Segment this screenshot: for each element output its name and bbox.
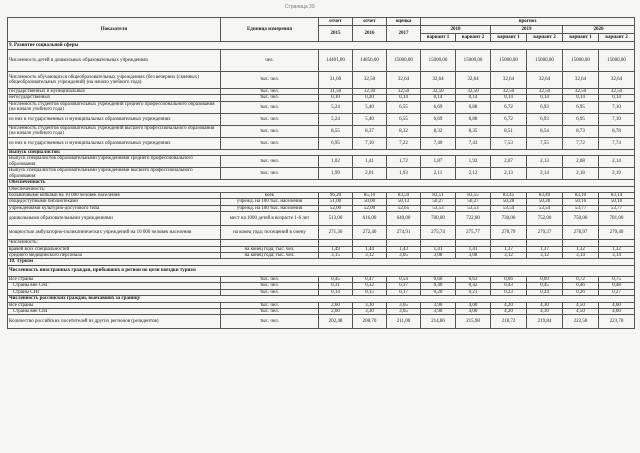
value-cell: 8,35 xyxy=(456,125,491,137)
value-cell: 51,00 xyxy=(319,199,353,205)
unit-cell: чел. xyxy=(221,50,319,72)
indicator-label: учреждениями культурно-досугового типа xyxy=(8,205,221,211)
value-cell: 1,41 xyxy=(456,246,491,252)
value-cell: 0,14 xyxy=(563,95,599,101)
value-cell: 32,50 xyxy=(491,89,527,95)
value-cell: 0,14 xyxy=(527,95,563,101)
header-2019-variant-1: вариант 1 xyxy=(491,34,527,42)
value-cell: 0,42 xyxy=(456,283,491,289)
value-cell: 1,37 xyxy=(527,246,563,252)
value-cell: 4,00 xyxy=(456,302,491,308)
value-cell: 2,08 xyxy=(563,156,599,168)
table-row xyxy=(8,101,635,113)
value-cell: 0,15 xyxy=(353,289,387,295)
value-cell: 752,00 xyxy=(527,212,563,226)
header-year-2019: 2019 xyxy=(491,26,563,34)
value-cell: 8,32 xyxy=(387,125,421,137)
unit-cell: тыс. чел. xyxy=(221,95,319,101)
value-cell: 83,51 xyxy=(421,193,456,199)
indicator-label: Численность студентов образовательных учреждений среднего профессионального образования (на начало учебного года) xyxy=(8,101,221,113)
section-title: 9. Развитие социальной сферы xyxy=(8,42,635,50)
value-cell: 1,87 xyxy=(421,156,456,168)
value-cell: 0,27 xyxy=(599,289,635,295)
value-cell: 52,00 xyxy=(353,205,387,211)
value-cell: 50,16 xyxy=(563,199,599,205)
value-cell: 32,64 xyxy=(527,72,563,89)
value-cell: 8,37 xyxy=(353,125,387,137)
value-cell: 2,01 xyxy=(353,168,387,180)
value-cell: 1,02 xyxy=(319,156,353,168)
header-forecast: прогноз xyxy=(421,18,635,26)
value-cell: 15000,00 xyxy=(599,50,635,72)
value-cell: 0,21 xyxy=(456,289,491,295)
section-title: Выпуск специалистов: xyxy=(8,149,635,155)
value-cell: 32,50 xyxy=(599,89,635,95)
section-title: Численность иностранных граждан, прибывших в регион по цели поездки туризм xyxy=(8,265,635,276)
value-cell: 7,43 xyxy=(456,137,491,149)
value-cell: 0,66 xyxy=(491,276,527,282)
unit-cell: тыс. чел. xyxy=(221,156,319,168)
value-cell: 83,10 xyxy=(563,193,599,199)
value-cell: 5,24 xyxy=(319,101,353,113)
value-cell: 202,48 xyxy=(319,315,353,329)
table-row xyxy=(8,156,635,168)
table-row xyxy=(8,137,635,149)
statistics-table xyxy=(7,17,635,329)
value-cell: 53,53 xyxy=(456,205,491,211)
indicator-label: Численность студентов образовательных учреждений высшего профессионального образования (на начало учебного года) xyxy=(8,125,221,137)
value-cell: 3,30 xyxy=(353,302,387,308)
value-cell: 279,40 xyxy=(599,226,635,240)
unit-cell: тыс. чел. xyxy=(221,276,319,282)
value-cell: 0,32 xyxy=(353,283,387,289)
value-cell: 15000,00 xyxy=(387,50,421,72)
value-cell: 3,05 xyxy=(387,253,421,259)
table-body xyxy=(8,42,635,329)
indicator-label: мощностью амбулаторно-поликлинических учреждений на 10 000 человек населения xyxy=(8,226,221,240)
value-cell: 2,07 xyxy=(491,156,527,168)
value-cell: 7,10 xyxy=(599,101,635,113)
table-row xyxy=(8,113,635,125)
indicator-label: Количество российских посетителей из других регионов (резидентов) xyxy=(8,315,221,329)
value-cell: 7,53 xyxy=(491,137,527,149)
value-cell: 2,13 xyxy=(527,156,563,168)
value-cell: 4,20 xyxy=(491,302,527,308)
header-report-2016: отчет xyxy=(353,18,387,26)
value-cell: 32,50 xyxy=(421,89,456,95)
value-cell: 0,40 xyxy=(421,283,456,289)
value-cell: 50,28 xyxy=(491,199,527,205)
value-cell: 53,77 xyxy=(563,205,599,211)
table-header xyxy=(8,18,635,42)
value-cell: 50,27 xyxy=(421,199,456,205)
indicator-label: негосударственных xyxy=(8,95,221,101)
value-cell: 0,54 xyxy=(387,276,421,282)
indicator-label: среднего медицинского персонала xyxy=(8,253,221,259)
value-cell: 1,49 xyxy=(319,246,353,252)
unit-cell: тыс. чел. xyxy=(221,302,319,308)
value-cell: 7,10 xyxy=(599,113,635,125)
value-cell: 4,60 xyxy=(599,302,635,308)
unit-cell: на конец года; посещений в смену xyxy=(221,226,319,240)
value-cell: 32,64 xyxy=(387,72,421,89)
unit-cell: на конец года; тыс. чел. xyxy=(221,253,319,259)
value-cell: 14401,00 xyxy=(319,50,353,72)
value-cell: 0,63 xyxy=(456,276,491,282)
value-cell: 83,45 xyxy=(491,193,527,199)
value-cell: 1,43 xyxy=(387,246,421,252)
value-cell: 1,72 xyxy=(387,156,421,168)
value-cell: 83,14 xyxy=(599,193,635,199)
value-cell: 6,93 xyxy=(527,113,563,125)
value-cell: 215,98 xyxy=(456,315,491,329)
value-cell: 2,14 xyxy=(599,156,635,168)
value-cell: 0,31 xyxy=(319,283,353,289)
value-cell: 3,15 xyxy=(319,253,353,259)
value-cell: 219,84 xyxy=(527,315,563,329)
value-cell: 83,49 xyxy=(527,193,563,199)
value-cell: 3,14 xyxy=(563,253,599,259)
value-cell: 8,55 xyxy=(319,125,353,137)
header-year-2017: 2017 xyxy=(387,26,421,42)
value-cell: 5,40 xyxy=(353,113,387,125)
value-cell: 2,19 xyxy=(599,168,635,180)
unit-cell: тыс. чел. xyxy=(221,308,319,314)
value-cell: 4,30 xyxy=(527,308,563,314)
value-cell: 640,00 xyxy=(387,212,421,226)
section-row xyxy=(8,265,635,276)
value-cell: 32,64 xyxy=(421,72,456,89)
value-cell: 3,65 xyxy=(387,308,421,314)
value-cell: 3,65 xyxy=(387,302,421,308)
value-cell: 6,88 xyxy=(456,101,491,113)
value-cell: 6,72 xyxy=(491,101,527,113)
value-cell: 279,37 xyxy=(527,226,563,240)
value-cell: 6,93 xyxy=(527,101,563,113)
header-year-2020: 2020 xyxy=(563,26,635,34)
value-cell: 0,20 xyxy=(421,289,456,295)
value-cell: 32,64 xyxy=(491,72,527,89)
value-cell: 7,22 xyxy=(387,137,421,149)
value-cell: 6,72 xyxy=(491,113,527,125)
value-cell: 15000,00 xyxy=(456,50,491,72)
value-cell: 700,00 xyxy=(421,212,456,226)
value-cell: 0,26 xyxy=(563,289,599,295)
value-cell: 4,30 xyxy=(527,302,563,308)
value-cell: 32,50 xyxy=(527,89,563,95)
value-cell: 32,50 xyxy=(387,89,421,95)
indicator-label: больничными койками на 10 000 человек населения xyxy=(8,193,221,199)
indicator-label: Все страны xyxy=(8,276,221,282)
value-cell: 222,58 xyxy=(563,315,599,329)
value-cell: 3,14 xyxy=(599,253,635,259)
value-cell: 31,60 xyxy=(319,72,353,89)
value-cell: 32,50 xyxy=(353,72,387,89)
value-cell: 0,60 xyxy=(421,276,456,282)
header-year-2018: 2018 xyxy=(421,26,491,34)
indicator-label: из них в государственных и муниципальных образовательных учреждениях xyxy=(8,137,221,149)
value-cell: 616,00 xyxy=(353,212,387,226)
value-cell: 52,00 xyxy=(319,205,353,211)
indicator-label: Выпуск специалистов образовательными учреждениями высшего профессионального образования xyxy=(8,168,221,180)
indicator-label: из них в государственных и муниципальных образовательных учреждениях xyxy=(8,113,221,125)
unit-cell: тыс. чел. xyxy=(221,315,319,329)
table-row xyxy=(8,168,635,180)
section-row xyxy=(8,42,635,50)
value-cell: 214,86 xyxy=(421,315,456,329)
value-cell: 0,47 xyxy=(353,276,387,282)
indicator-label: дошкольными образовательными учреждениями xyxy=(8,212,221,226)
value-cell: 2,60 xyxy=(319,308,353,314)
indicator-label: Страны вне СНГ xyxy=(8,308,221,314)
value-cell: 1,99 xyxy=(319,168,353,180)
table-row xyxy=(8,72,635,89)
value-cell: 50,27 xyxy=(456,199,491,205)
value-cell: 7,55 xyxy=(527,137,563,149)
value-cell: 83,59 xyxy=(387,193,421,199)
value-cell: 14856,00 xyxy=(353,50,387,72)
header-indicators: Показатели xyxy=(8,18,221,42)
value-cell: 53,54 xyxy=(491,205,527,211)
value-cell: 513,00 xyxy=(319,212,353,226)
value-cell: 1,92 xyxy=(456,156,491,168)
value-cell: 0,45 xyxy=(527,283,563,289)
section-title: Обеспеченность: xyxy=(8,186,635,192)
value-cell: 2,14 xyxy=(527,168,563,180)
value-cell: 3,12 xyxy=(353,253,387,259)
unit-cell: тыс. чел. xyxy=(221,168,319,180)
value-cell: 50,13 xyxy=(387,199,421,205)
value-cell: 32,64 xyxy=(599,72,635,89)
value-cell: 31,50 xyxy=(319,89,353,95)
value-cell: 2,18 xyxy=(563,168,599,180)
value-cell: 7,40 xyxy=(421,137,456,149)
value-cell: 1,44 xyxy=(353,246,387,252)
value-cell: 4,50 xyxy=(563,302,599,308)
value-cell: 3,08 xyxy=(456,253,491,259)
table-row xyxy=(8,125,635,137)
value-cell: 8,51 xyxy=(491,125,527,137)
unit-cell: учрежд. на 100 тыс. населения xyxy=(221,205,319,211)
value-cell: 2,11 xyxy=(421,168,456,180)
header-estimate: оценка xyxy=(387,18,421,26)
value-cell: 3,12 xyxy=(527,253,563,259)
indicator-label: врачей всех специальностей xyxy=(8,246,221,252)
value-cell: 52,65 xyxy=(387,205,421,211)
value-cell: 32,64 xyxy=(456,72,491,89)
table-row xyxy=(8,315,635,329)
value-cell: 0,10 xyxy=(319,95,353,101)
unit-cell: тыс. чел. xyxy=(221,289,319,295)
value-cell: 2,60 xyxy=(319,302,353,308)
indicator-label: Страны вне СНГ xyxy=(8,283,221,289)
value-cell: 5,40 xyxy=(353,101,387,113)
header-year-2015: 2015 xyxy=(319,26,353,42)
indicator-label: Численность детей в дошкольных образовательных учреждениях xyxy=(8,50,221,72)
value-cell: 50,28 xyxy=(527,199,563,205)
value-cell: 0,48 xyxy=(599,283,635,289)
value-cell: 278,97 xyxy=(563,226,599,240)
value-cell: 2,12 xyxy=(456,168,491,180)
value-cell: 85,10 xyxy=(353,193,387,199)
value-cell: 7,10 xyxy=(353,137,387,149)
value-cell: 8,54 xyxy=(527,125,563,137)
value-cell: 722,00 xyxy=(456,212,491,226)
value-cell: 53,54 xyxy=(527,205,563,211)
value-cell: 50,00 xyxy=(353,199,387,205)
value-cell: 4,60 xyxy=(599,308,635,314)
value-cell: 211,00 xyxy=(387,315,421,329)
indicator-label: Численность: xyxy=(8,240,221,246)
value-cell: 53,53 xyxy=(421,205,456,211)
header-2020-variant-2: вариант 2 xyxy=(599,34,635,42)
value-cell: 0,75 xyxy=(599,276,635,282)
value-cell: 0,17 xyxy=(387,289,421,295)
value-cell: 32,50 xyxy=(456,89,491,95)
value-cell: 275,77 xyxy=(456,226,491,240)
value-cell: 7,74 xyxy=(599,137,635,149)
value-cell: 271,30 xyxy=(319,226,353,240)
value-cell: 6,95 xyxy=(563,101,599,113)
value-cell: 6,95 xyxy=(563,113,599,125)
value-cell: 8,32 xyxy=(421,125,456,137)
value-cell: 1,32 xyxy=(563,246,599,252)
unit-cell: тыс. чел. xyxy=(221,113,319,125)
value-cell: 0,24 xyxy=(527,289,563,295)
value-cell: 3,30 xyxy=(353,308,387,314)
unit-cell: тыс. чел. xyxy=(221,72,319,89)
value-cell: 53,77 xyxy=(599,205,635,211)
value-cell: 50,16 xyxy=(599,199,635,205)
value-cell: 15000,00 xyxy=(491,50,527,72)
value-cell: 0,14 xyxy=(599,95,635,101)
value-cell: 0,46 xyxy=(563,283,599,289)
value-cell: 278,79 xyxy=(491,226,527,240)
indicator-label: общедоступными библиотеками xyxy=(8,199,221,205)
value-cell: 272,40 xyxy=(353,226,387,240)
value-cell: 7,72 xyxy=(563,137,599,149)
value-cell: 1,93 xyxy=(387,168,421,180)
section-title: 10. Туризм xyxy=(8,259,635,265)
value-cell: 6,69 xyxy=(421,101,456,113)
value-cell: 2,13 xyxy=(491,168,527,180)
table-row xyxy=(8,226,635,240)
unit-cell: тыс. чел. xyxy=(221,137,319,149)
value-cell: 83,55 xyxy=(456,193,491,199)
value-cell: 5,24 xyxy=(319,113,353,125)
value-cell: 3,90 xyxy=(421,302,456,308)
value-cell: 3,12 xyxy=(491,253,527,259)
header-2019-variant-2: вариант 2 xyxy=(527,34,563,42)
table-row xyxy=(8,212,635,226)
value-cell: 0,14 xyxy=(421,95,456,101)
value-cell: 0,20 xyxy=(353,95,387,101)
value-cell: 6,55 xyxy=(387,113,421,125)
indicator-label: Все страны xyxy=(8,302,221,308)
value-cell: 15000,00 xyxy=(421,50,456,72)
unit-cell: учрежд. на 100 тыс. населения xyxy=(221,199,319,205)
value-cell: 730,00 xyxy=(491,212,527,226)
section-title: Численность российских граждан, выехавших за границу xyxy=(8,296,635,302)
value-cell: 781,00 xyxy=(599,212,635,226)
value-cell: 0,72 xyxy=(563,276,599,282)
value-cell: 4,20 xyxy=(491,308,527,314)
indicator-label: Страны СНГ xyxy=(8,289,221,295)
value-cell: 275,74 xyxy=(421,226,456,240)
value-cell: 15000,00 xyxy=(563,50,599,72)
value-cell: 0,43 xyxy=(491,283,527,289)
value-cell: 4,00 xyxy=(456,308,491,314)
section-title: Обеспеченность xyxy=(8,180,635,186)
unit-cell: тыс. чел. xyxy=(221,101,319,113)
unit-cell: мест на 1000 детей в возрасте 1-6 лет xyxy=(221,212,319,226)
unit-cell: тыс. чел. xyxy=(221,125,319,137)
indicator-label: Численность обучающихся общеобразовательных учреждениях (без вечерних (сменных) общеобразовательных учреждений) (на начало учебного года) xyxy=(8,72,221,89)
header-report-2015: отчет xyxy=(319,18,353,26)
header-unit: Единица измерения xyxy=(221,18,319,42)
value-cell: 6,55 xyxy=(387,101,421,113)
page-label: Страница 39 xyxy=(285,4,315,10)
value-cell: 4,50 xyxy=(563,308,599,314)
header-2018-variant-2: вариант 2 xyxy=(456,34,491,42)
value-cell: 8,78 xyxy=(599,125,635,137)
value-cell: 15000,00 xyxy=(527,50,563,72)
indicator-label: Выпуск специалистов образовательными учреждениями среднего профессионального образования xyxy=(8,156,221,168)
unit-cell: тыс. чел. xyxy=(221,283,319,289)
table-row xyxy=(8,50,635,72)
value-cell: 0,14 xyxy=(491,95,527,101)
value-cell: 32,64 xyxy=(563,72,599,89)
header-year-2016: 2016 xyxy=(353,26,387,42)
value-cell: 0,69 xyxy=(527,276,563,282)
value-cell: 750,00 xyxy=(563,212,599,226)
value-cell: 6,95 xyxy=(319,137,353,149)
unit-cell: на конец года; тыс. чел. xyxy=(221,246,319,252)
value-cell: 0,23 xyxy=(491,289,527,295)
value-cell: 0,37 xyxy=(387,283,421,289)
value-cell: 6,69 xyxy=(421,113,456,125)
value-cell: 1,37 xyxy=(491,246,527,252)
header-2020-variant-1: вариант 1 xyxy=(563,34,599,42)
value-cell: 208,70 xyxy=(353,315,387,329)
value-cell: 3,08 xyxy=(421,253,456,259)
value-cell: 8,73 xyxy=(563,125,599,137)
value-cell: 1,32 xyxy=(599,246,635,252)
value-cell: 274,91 xyxy=(387,226,421,240)
unit-cell: тыс. чел. xyxy=(221,89,319,95)
value-cell: 1,41 xyxy=(353,156,387,168)
value-cell: 223,70 xyxy=(599,315,635,329)
value-cell: 32,30 xyxy=(353,89,387,95)
value-cell: 32,50 xyxy=(563,89,599,95)
value-cell: 3,90 xyxy=(421,308,456,314)
value-cell: 6,88 xyxy=(456,113,491,125)
unit-cell: коек xyxy=(221,193,319,199)
value-cell: 0,45 xyxy=(319,276,353,282)
value-cell: 0,14 xyxy=(319,289,353,295)
value-cell: 0,14 xyxy=(387,95,421,101)
value-cell: 96,20 xyxy=(319,193,353,199)
header-2018-variant-1: вариант 1 xyxy=(421,34,456,42)
value-cell: 1,41 xyxy=(421,246,456,252)
value-cell: 218,72 xyxy=(491,315,527,329)
value-cell: 0,14 xyxy=(456,95,491,101)
indicator-label: государственных и муниципальных xyxy=(8,89,221,95)
